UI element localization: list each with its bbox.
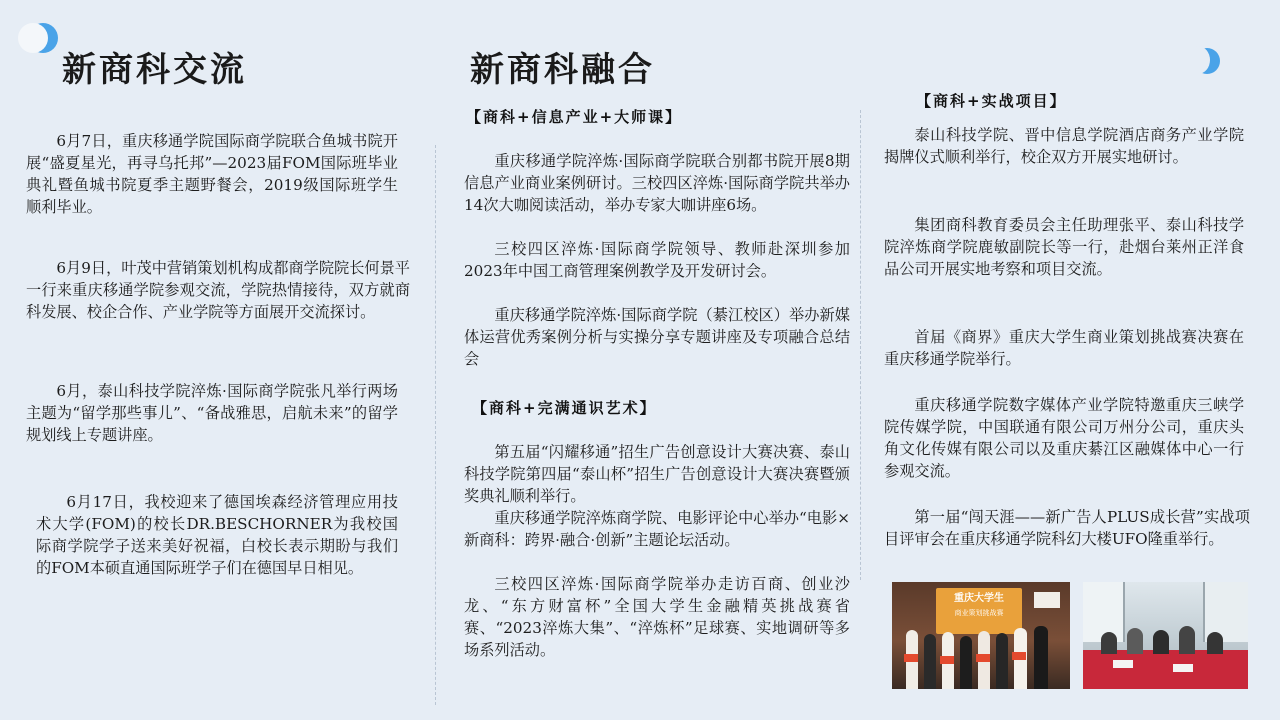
paper (1113, 660, 1133, 668)
stage-sign (1034, 592, 1060, 608)
person-figure (1207, 632, 1223, 654)
left-paragraph-1: 6月7日，重庆移通学院国际商学院联合鱼城书院开展“盛夏星光，再寻乌托邦”—2023届FOM国际班毕业典礼暨鱼城书院夏季主题野餐会，2019级国际班学生顺利毕业。 (26, 132, 398, 216)
certificate (904, 654, 918, 662)
right-paragraph-3: 首届《商界》重庆大学生商业策划挑战赛决赛在重庆移通学院举行。 (884, 328, 1244, 368)
award-ceremony-photo (892, 582, 1070, 689)
moon-decoration-left-icon (18, 23, 48, 53)
middle-paragraph-3: 重庆移通学院淬炼·国际商学院（綦江校区）举办新媒体运营优秀案例分析与实操分享专题讲座及专项融合总结会 (464, 306, 850, 368)
moon-cutout (1186, 46, 1210, 74)
section-label-info-industry: 【商科+信息产业+大师课】 (466, 108, 683, 126)
right-paragraph-5: 第一届“闯天涯——新广告人PLUS成长营”实战项目评审会在重庆移通学院科幻大楼UFO隆重举行。 (884, 508, 1250, 548)
certificate (1012, 652, 1026, 660)
person-figure (924, 634, 936, 689)
person-figure (1101, 632, 1117, 654)
person-figure (996, 633, 1008, 689)
right-paragraph-1: 泰山科技学院、晋中信息学院酒店商务产业学院揭牌仪式顺利举行，校企双方开展实地研讨。 (884, 126, 1244, 166)
stage-banner-subtext: 商业策划挑战赛 (954, 609, 1004, 617)
stage-banner (936, 588, 1022, 634)
person-figure (960, 636, 972, 689)
column-divider-right (860, 110, 861, 580)
person-figure (1179, 626, 1195, 654)
paper (1173, 664, 1193, 672)
certificate (940, 656, 954, 664)
middle-heading: 新商科融合 (470, 50, 655, 90)
middle-paragraph-2: 三校四区淬炼·国际商学院领导、教师赴深圳参加2023年中国工商管理案例教学及开发研讨会。 (464, 240, 850, 280)
left-paragraph-3: 6月，泰山科技学院淬炼·国际商学院张凡举行两场主题为“留学那些事儿”、“备战雅思，启航未来”的留学规划线上专题讲座。 (26, 382, 398, 444)
column-divider-left (435, 145, 436, 705)
stage-banner-text: 重庆大学生 (954, 593, 1004, 604)
section-label-practical-projects: 【商科+实战项目】 (916, 92, 1067, 110)
section-label-liberal-arts: 【商科+完满通识艺术】 (472, 399, 657, 417)
right-paragraph-2: 集团商科教育委员会主任助理张平、泰山科技学院淬炼商学院鹿敏副院长等一行，赴烟台莱州正洋食品公司开展实地考察和项目交流。 (884, 216, 1244, 278)
person-figure (1127, 628, 1143, 654)
right-paragraph-4: 重庆移通学院数字媒体产业学院特邀重庆三峡学院传媒学院，中国联通有限公司万州分公司，重庆头角文化传媒有限公司以及重庆綦江区融媒体中心一行参观交流。 (884, 396, 1244, 480)
middle-paragraph-5: 重庆移通学院淬炼商学院、电影评论中心举办“电影×新商科：跨界·融合·创新”主题论坛活动。 (464, 509, 850, 549)
left-paragraph-4: 6月17日，我校迎来了德国埃森经济管理应用技术大学(FOM)的校长DR.BESCHORNER为我校国际商学院学子送来美好祝福，白校长表示期盼与我们的FOM本硕直通国际班学子们在德国早日相见。 (36, 493, 398, 577)
left-paragraph-2: 6月9日，叶茂中营销策划机构成都商学院院长何景平一行来重庆移通学院参观交流，学院热情接待，双方就商科发展、校企合作、产业学院等方面展开交流探讨。 (26, 259, 410, 321)
middle-paragraph-4: 第五届“闪耀移通”招生广告创意设计大赛决赛、泰山科技学院第四届“泰山杯”招生广告创意设计大赛决赛暨颁奖典礼顺利举行。 (464, 443, 850, 505)
meeting-room-photo (1083, 582, 1248, 689)
person-figure (1034, 626, 1048, 689)
table-runner (1083, 650, 1248, 689)
person-figure (1153, 630, 1169, 654)
certificate (976, 654, 990, 662)
middle-paragraph-6: 三校四区淬炼·国际商学院举办走访百商、创业沙龙、“东方财富杯”全国大学生金融精英挑战赛省赛、“2023淬炼大集”、“淬炼杯”足球赛、实地调研等多场系列活动。 (464, 575, 850, 659)
left-heading: 新商科交流 (62, 50, 247, 90)
middle-paragraph-1: 重庆移通学院淬炼·国际商学院联合别都书院开展8期信息产业商业案例研讨。三校四区淬炼·国际商学院共举办14次大咖阅读活动，举办专家大咖讲座6场。 (464, 152, 850, 214)
